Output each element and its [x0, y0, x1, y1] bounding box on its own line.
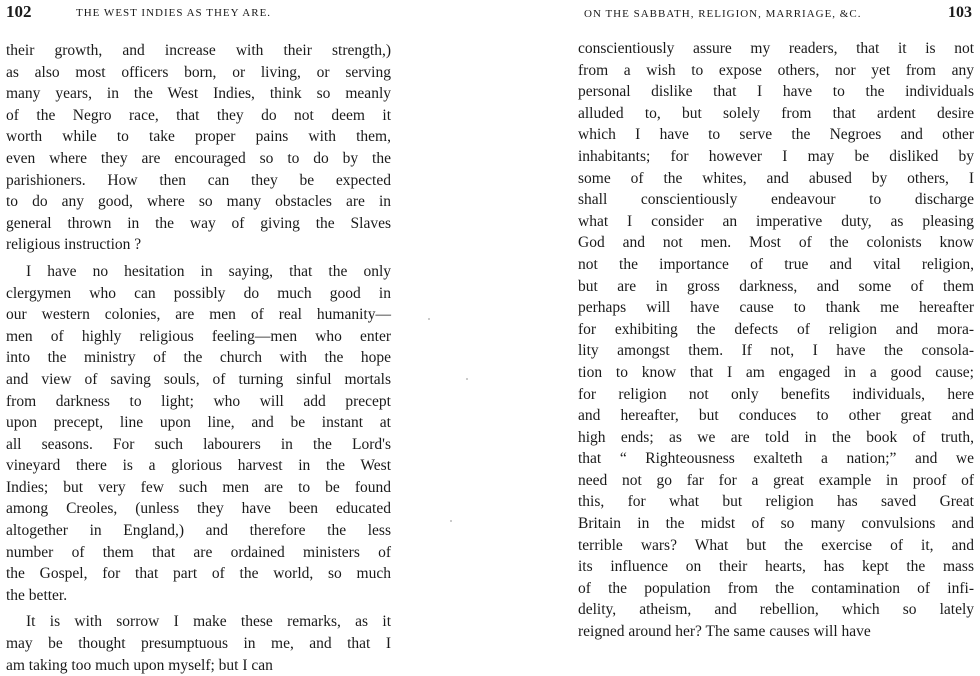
text-line: into the ministry of the church with the hope [6, 349, 391, 367]
text-line: God and not men. Most of the colonists know [578, 234, 974, 252]
text-line: as also most officers born, or living, or serving [6, 63, 391, 81]
text-line: their growth, and increase with their strength,) [6, 42, 391, 59]
text-line: shall conscientiously endeavour to discharge [578, 191, 974, 209]
text-line: many years, in the West Indies, think so meanly [6, 85, 391, 103]
text-line: some of the whites, and abused by others, I [578, 169, 974, 187]
text-line: from a wish to expose others, nor yet from any [578, 61, 974, 79]
scan-speck [428, 318, 430, 320]
text-line: all seasons. For such labourers in the Lord's [6, 435, 391, 453]
text-line: alluded to, but solely from that ardent desire [578, 104, 974, 122]
text-line: worth while to take proper pains with them, [6, 128, 391, 146]
text-line: I have no hesitation in saying, that the only [26, 262, 391, 280]
text-line: and view of saving souls, of turning sinful mortals [6, 370, 391, 388]
left-running-title: THE WEST INDIES AS THEY ARE. [76, 7, 272, 19]
text-line: to do any good, where so many obstacles are in [6, 193, 391, 211]
text-line: number of them that are ordained ministers of [6, 543, 391, 561]
text-line: delity, atheism, and rebellion, which so lately [578, 601, 974, 619]
text-line: and hereafter, but conduces to other great and [578, 407, 974, 425]
text-line: even where they are encouraged so to do by the [6, 149, 391, 167]
text-line: for religion not only benefits individuals, here [578, 385, 974, 403]
text-line: of the population from the contamination of infi- [578, 579, 974, 597]
right-paragraph [578, 38, 974, 643]
text-line: may be thought presumptuous in me, and that I [6, 635, 391, 653]
right-body-text [578, 38, 974, 643]
left-paragraph [6, 611, 391, 676]
text-line: reigned around her? The same causes will have [578, 623, 871, 641]
text-line: from darkness to light; who will add precept [6, 392, 391, 410]
text-line: personal dislike that I have to the individuals [578, 83, 974, 101]
text-line: clergymen who can possibly do much good in [6, 284, 391, 302]
text-line: our western colonies, are men of real humanity— [6, 306, 391, 324]
text-line: need not go far for a great example in proof of [578, 471, 974, 489]
text-line: lity amongst them. If not, I have the consola- [578, 342, 974, 360]
text-line: which I have to serve the Negroes and other [578, 126, 974, 144]
text-line: of the Negro race, that they do not deem it [6, 106, 391, 124]
text-line: It is with sorrow I make these remarks, as it [26, 613, 391, 631]
scan-speck [466, 378, 468, 380]
left-page-number: 102 [6, 2, 32, 21]
text-line: the Gospel, for that part of the world, so much [6, 565, 391, 583]
text-line: inhabitants; for however I may be disliked by [578, 147, 974, 165]
text-line: the better. [6, 586, 68, 604]
text-line: but are in gross darkness, and some of them [578, 277, 974, 295]
text-line: what I consider an imperative duty, as pleasing [578, 212, 974, 230]
text-line: high ends; as we are told in the book of truth, [578, 428, 974, 446]
scan-speck [450, 520, 452, 522]
text-line: that “ Righteousness exalteth a nation;” and we [578, 450, 974, 468]
text-line: Indies; but very few such men are to be found [6, 478, 391, 496]
text-line: among Creoles, (unless they have been educated [6, 500, 391, 518]
text-line: perhaps will have cause to thank me hereafter [578, 299, 974, 317]
text-line: Britain in the midst of so many convulsions and [578, 515, 974, 533]
right-running-title: ON THE SABBATH, RELIGION, MARRIAGE, &C. [584, 8, 862, 20]
text-line: men of highly religious feeling—men who enter [6, 327, 391, 345]
left-paragraph [6, 261, 391, 607]
text-line: for exhibiting the defects of religion and mora- [578, 320, 974, 338]
text-line: not the importance of true and vital religion, [578, 255, 974, 273]
text-line: am taking too much upon myself; but I can [6, 656, 273, 674]
text-line: parishioners. How then can they be expected [6, 171, 391, 189]
text-line: terrible wars? What but the exercise of it, and [578, 536, 974, 554]
left-body-text [6, 40, 391, 676]
text-line: conscientiously assure my readers, that it is not [578, 40, 974, 57]
text-line: vineyard there is a glorious harvest in the West [6, 457, 391, 475]
text-line: upon precept, line upon line, and be instant at [6, 414, 391, 432]
right-running-head [578, 2, 974, 28]
text-line: its influence on their hearts, has kept the mass [578, 558, 974, 576]
text-line: this, for what but religion has saved Great [578, 493, 974, 511]
text-line: tion to know that I am engaged in a good cause; [578, 363, 974, 381]
left-paragraph [6, 40, 391, 256]
right-page-number: 103 [948, 4, 972, 21]
text-line: religious instruction ? [6, 236, 142, 254]
text-line: altogether in England,) and therefore the less [6, 522, 391, 540]
text-line: general thrown in the way of giving the Slaves [6, 214, 391, 232]
left-running-head [6, 2, 391, 28]
